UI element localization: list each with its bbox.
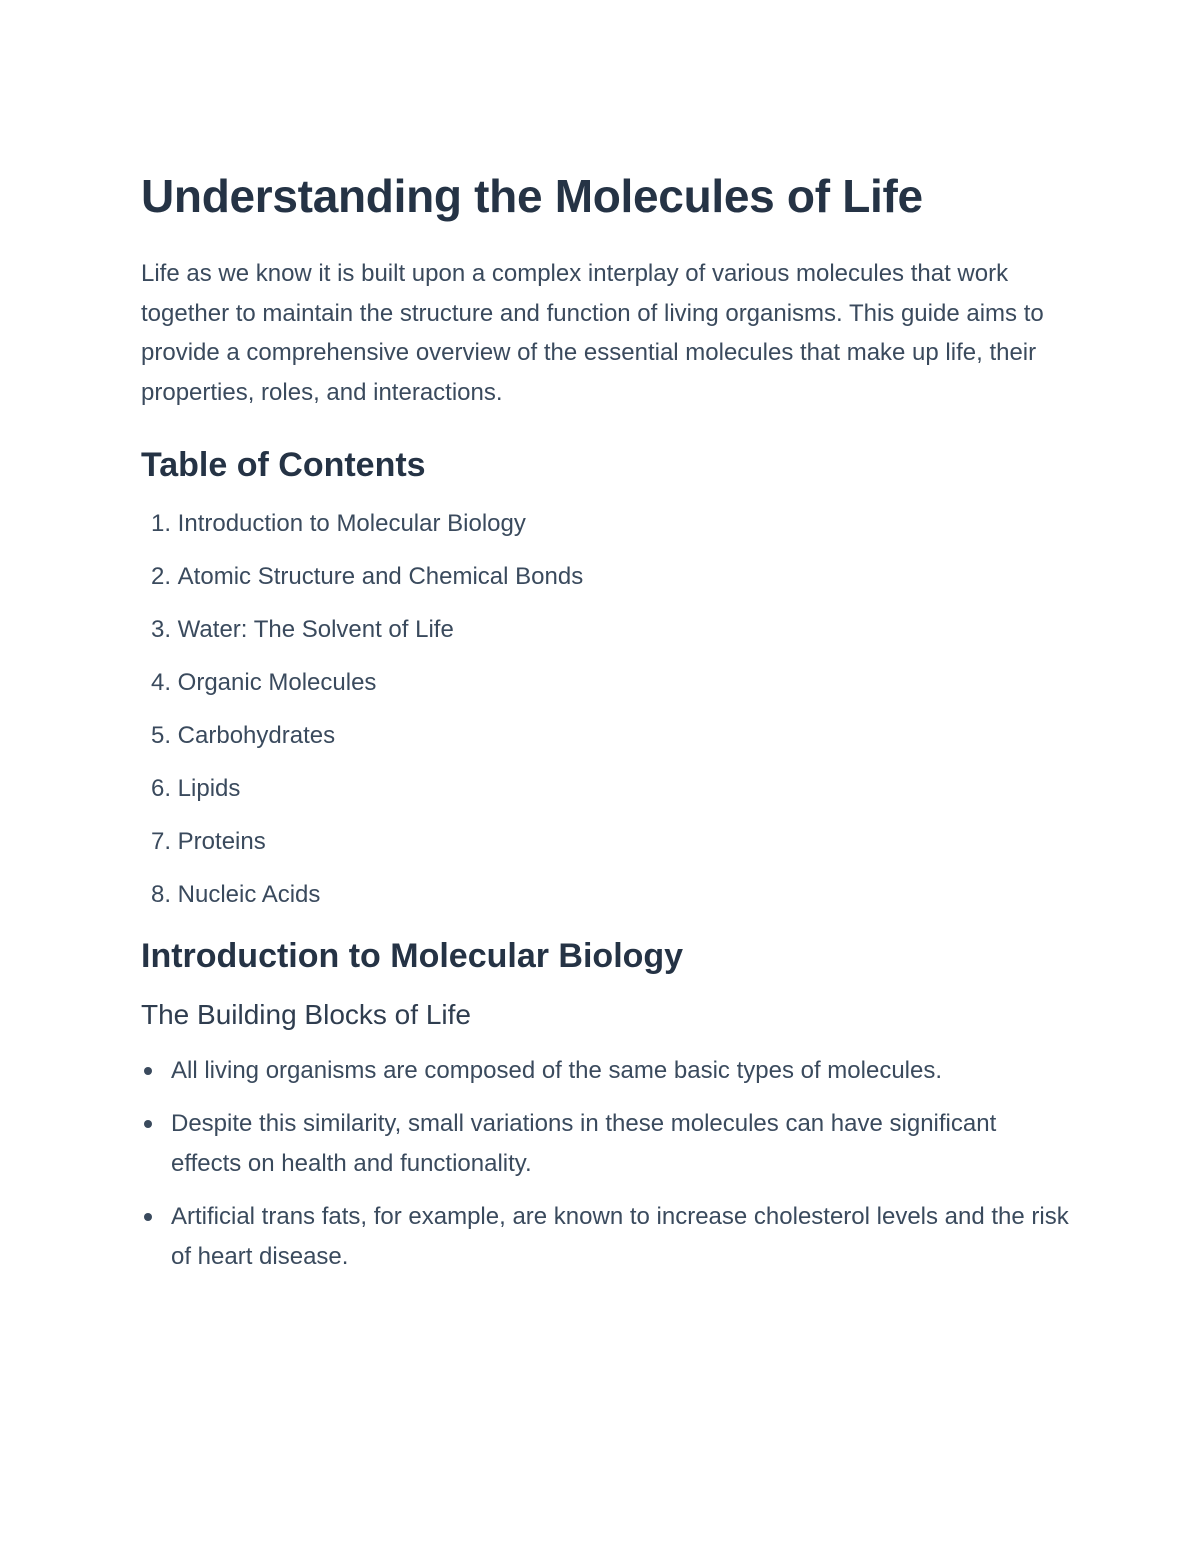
list-item [141,1197,1071,1277]
bullet-icon [144,1213,152,1221]
toc-item-number: 3. [150,616,171,643]
bullet-icon [144,1067,152,1075]
toc-item-label: Lipids [177,775,241,802]
toc-item [141,879,1071,911]
list-item-text: Despite this similarity, small variations in these molecules can have significant effects on health and functionality. [171,1110,997,1177]
toc-item-number: 4. [150,669,171,696]
bullet-icon [144,1120,152,1128]
toc-item-number: 1. [150,510,171,537]
toc-item [141,826,1071,858]
toc-item [141,667,1071,699]
list-item-text: All living organisms are composed of the same basic types of molecules. [171,1057,943,1084]
section-heading: Introduction to Molecular Biology [141,937,684,975]
list-item [141,1104,1071,1184]
toc-item [141,773,1071,805]
toc-item [141,720,1071,752]
bullet-list [141,1051,1071,1277]
list-item-text: Artificial trans fats, for example, are known to increase cholesterol levels and the risk of heart disease. [171,1203,1069,1270]
page-title: Understanding the Molecules of Life [141,170,923,222]
toc-item-number: 2. [150,563,171,590]
toc-item-label: Atomic Structure and Chemical Bonds [177,563,584,590]
intro-paragraph: Life as we know it is built upon a complex interplay of various molecules that work together to maintain the structure and function of living organisms. This guide aims to provide a comprehensive overview of the essential molecules that make up life, their properties, roles, and interactions. [141,260,1044,406]
toc-item-label: Proteins [177,828,266,855]
toc-item [141,508,1071,540]
list-item [141,1051,1071,1091]
section-subheading: The Building Blocks of Life [141,999,471,1030]
toc-item [141,614,1071,646]
toc-item-label: Nucleic Acids [177,881,321,908]
toc-item-label: Carbohydrates [177,722,336,749]
table-of-contents [141,508,1071,911]
toc-item-label: Organic Molecules [177,669,377,696]
toc-item [141,561,1071,593]
toc-item-number: 8. [150,881,171,908]
document-page [141,168,1071,1290]
toc-item-label: Introduction to Molecular Biology [177,510,526,537]
toc-heading: Table of Contents [141,446,426,484]
toc-item-number: 6. [150,775,171,802]
toc-item-number: 7. [150,828,171,855]
toc-item-label: Water: The Solvent of Life [177,616,454,643]
toc-item-number: 5. [150,722,171,749]
